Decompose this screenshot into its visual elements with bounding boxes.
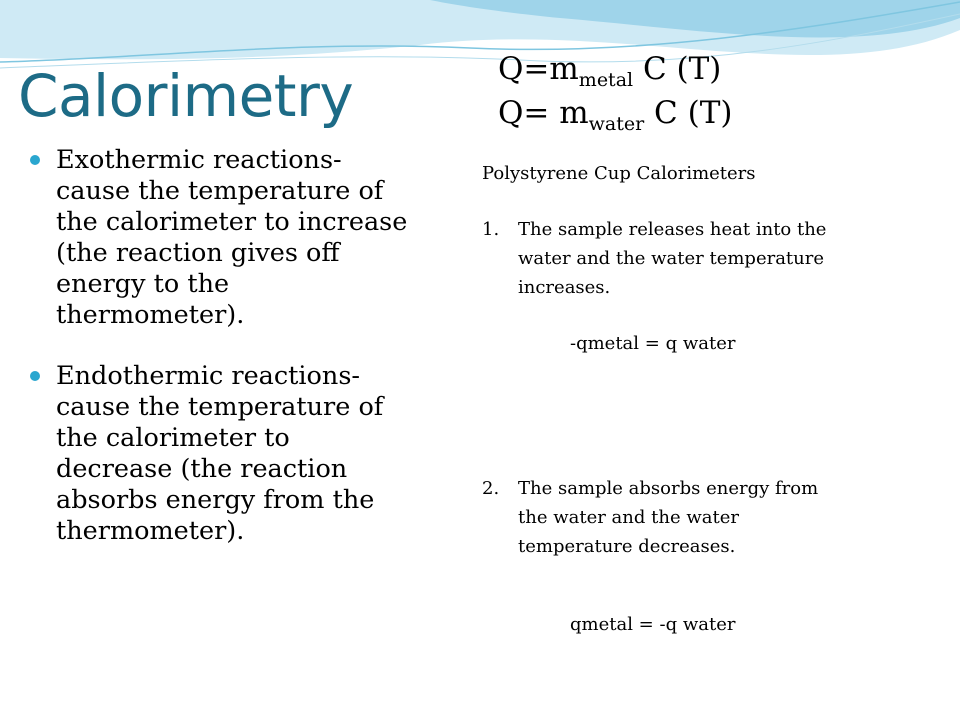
bullet-item-endothermic (28, 361, 408, 547)
bullet-dot-icon (30, 371, 40, 381)
formula-metal (498, 51, 722, 91)
step-text-2: The sample absorbs energy from the water and the water temperature decreases. (518, 478, 819, 557)
calorimeter-panel (482, 159, 852, 635)
bullet-dot-icon (30, 155, 40, 165)
step-number-2: 2. (482, 478, 500, 499)
step-item-2 (482, 474, 852, 561)
step-number-1: 1. (482, 219, 500, 240)
formula-metal-suffix: C (T) (633, 51, 722, 87)
slide-title: Calorimetry (18, 62, 354, 130)
bullet-text-endothermic: Endothermic reactions- cause the temperature of the calorimeter to decrease (the reaction absorbs energy from the thermometer). (56, 361, 384, 546)
formula-water-subscript: water (588, 113, 645, 135)
formula-water-suffix: C (T) (644, 95, 733, 131)
calorimeter-heading: Polystyrene Cup Calorimeters (482, 163, 756, 184)
equation-1: -qmetal = q water (570, 333, 736, 354)
step-text-1: The sample releases heat into the water and the water temperature increases. (518, 219, 827, 298)
bullet-list (28, 145, 408, 577)
formula-metal-subscript: metal (578, 69, 634, 91)
formula-water-prefix: Q= m (498, 95, 589, 131)
bullet-item-exothermic (28, 145, 408, 331)
step-item-1 (482, 215, 852, 302)
formula-metal-prefix: Q=m (498, 51, 579, 87)
formula-water (498, 95, 733, 135)
bullet-text-exothermic: Exothermic reactions- cause the temperature of the calorimeter to increase (the reaction gives off energy to the thermometer). (56, 145, 408, 330)
equation-2: qmetal = -q water (570, 614, 736, 635)
